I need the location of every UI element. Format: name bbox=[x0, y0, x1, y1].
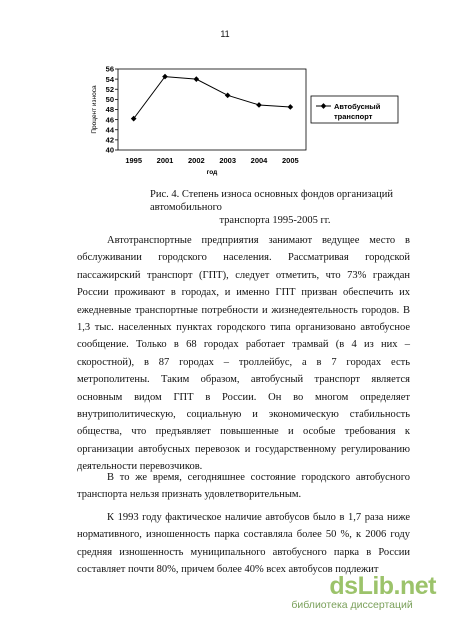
y-tick-label: 56 bbox=[105, 64, 114, 74]
series-line bbox=[134, 77, 291, 119]
y-tick-label: 40 bbox=[105, 145, 114, 155]
y-tick-label: 52 bbox=[105, 84, 114, 94]
y-axis-label: Процент износа bbox=[91, 85, 98, 134]
x-tick-label: 2003 bbox=[219, 156, 237, 165]
body-text bbox=[77, 509, 410, 579]
x-tick-label: 1995 bbox=[125, 156, 143, 165]
data-point bbox=[194, 76, 200, 82]
y-tick-label: 54 bbox=[105, 74, 114, 84]
watermark-logo: dsLib.net bbox=[329, 572, 436, 600]
y-tick-label: 50 bbox=[105, 95, 114, 105]
x-tick-label: 2001 bbox=[156, 156, 174, 165]
x-tick-label: 2005 bbox=[281, 156, 299, 165]
body-text bbox=[77, 232, 410, 476]
legend-label-line2: транспорт bbox=[334, 112, 373, 121]
x-tick-label: 2002 bbox=[187, 156, 205, 165]
watermark bbox=[291, 572, 436, 611]
watermark-subtitle: библиотека диссертаций bbox=[291, 599, 413, 611]
data-point bbox=[256, 102, 262, 108]
page-number: 11 bbox=[220, 29, 230, 39]
paragraph-3: К 1993 году фактическое наличие автобусов было в 1,7 раза ниже нормативного, изношенность парка составляла более 50 %, к 2006 году средняя изношенность муниципального автобусного парка в России составляет почти 80%, причем более 40% всех автобусов подлежит bbox=[77, 512, 410, 576]
caption-line-2: транспорта 1995-2005 гг. bbox=[219, 215, 331, 226]
data-point bbox=[288, 104, 294, 110]
paragraph-1: Автотранспортные предприятия занимают ведущее место в обслуживании городского населения. Рассматривая городской пассажирский транспорт (ГПТ), следует отметить, что 73% граждан России проживают в городах, и именно ГПТ призван обеспечить их ежедневные транспортные потребности и жизнедеятельность городов. В 1,3 тыс. населенных пунктах городского типа организовано автобусное сообщение. Только в 68 городах работает трамвай (в 4 из них – скоростной), в 87 городах – троллейбус, а в 7 городах есть метрополитены. Таким образом, автобусный транспорт является основным видом ГПТ в России. Он во многом определяет внутриполитическую, социальную и экономическую стабильность общества, что предъявляет повышенные и особые требования к организации автобусных перевозок и государственному регулированию деятельности перевозчиков. bbox=[77, 235, 410, 473]
body-text bbox=[77, 469, 410, 504]
chart bbox=[0, 0, 450, 185]
plot-area bbox=[118, 69, 306, 150]
x-tick-label: 2004 bbox=[250, 156, 268, 165]
legend-label-line1: Автобусный bbox=[334, 102, 381, 111]
y-tick-label: 42 bbox=[105, 135, 114, 145]
y-tick-label: 44 bbox=[105, 125, 114, 135]
paragraph-2: В то же время, сегодняшнее состояние городского автобусного транспорта нельзя признать удовлетворительным. bbox=[77, 472, 410, 501]
caption-line-1: Рис. 4. Степень износа основных фондов организаций автомобильного bbox=[150, 189, 394, 213]
data-point bbox=[225, 92, 231, 98]
x-axis-label: год bbox=[206, 169, 218, 176]
y-tick-label: 46 bbox=[105, 115, 114, 125]
chart-legend bbox=[311, 96, 398, 123]
y-tick-label: 48 bbox=[105, 105, 114, 115]
figure-caption bbox=[150, 188, 440, 227]
